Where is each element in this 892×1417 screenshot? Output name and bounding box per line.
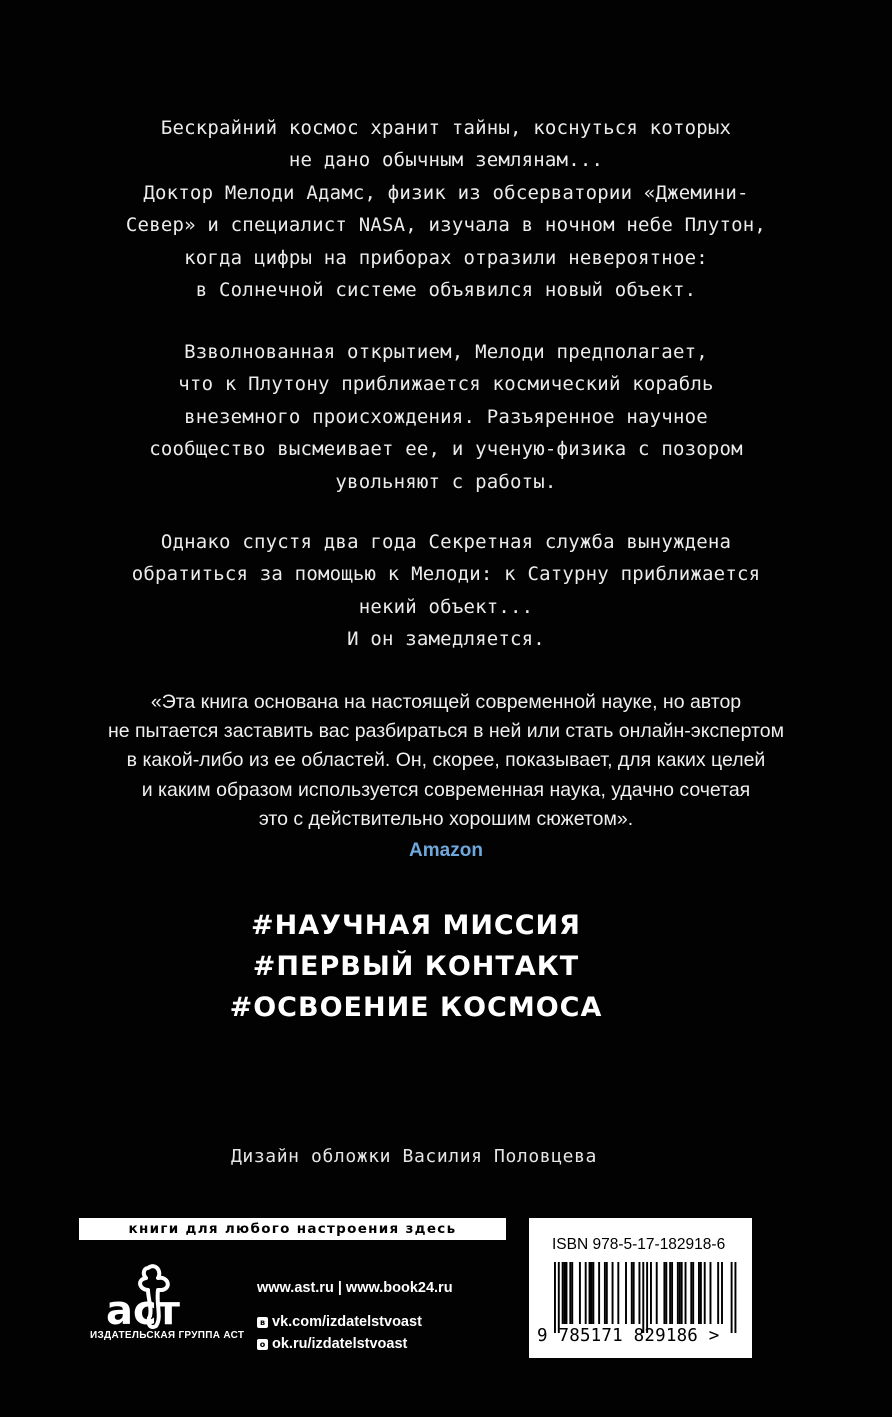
ok-link[interactable] (257, 1334, 453, 1354)
barcode-bar (731, 1262, 733, 1333)
barcode-bar (585, 1262, 587, 1324)
review-source: Amazon (409, 840, 483, 861)
barcode-bar (665, 1262, 667, 1324)
vk-link[interactable] (257, 1312, 453, 1332)
ok-text: ok.ru/izdatelstvoast (272, 1336, 408, 1352)
publisher-links (257, 1278, 453, 1356)
blurb-line: внеземного происхождения. Разъяренное научное (184, 405, 708, 428)
isbn-barcode-box (529, 1218, 752, 1358)
blurb-line: Взволнованная открытием, Мелоди предполагает, (184, 341, 708, 363)
barcode-bar (692, 1262, 694, 1324)
barcode-bar (669, 1262, 671, 1324)
blurb-line: сообщество высмеивает ее, и ученую-физика с позором (149, 438, 743, 461)
blurb-line: обратиться за помощью к Мелоди: к Сатурну приближается (131, 563, 761, 586)
blurb-paragraph-3 (40, 526, 852, 656)
barcode-bar (734, 1262, 736, 1333)
barcode-bar (690, 1262, 692, 1324)
vk-icon: в (257, 1317, 268, 1328)
barcode-bar (638, 1262, 640, 1324)
barcode-bar (598, 1262, 600, 1324)
barcode-bar (625, 1262, 627, 1324)
barcode-bar (656, 1262, 658, 1324)
review-quote (40, 688, 852, 834)
websites-link[interactable] (257, 1278, 453, 1298)
barcode-bar (579, 1262, 581, 1324)
hashtag: #НАУЧНАЯ МИССИЯ (251, 910, 581, 941)
barcode-bar (554, 1262, 556, 1333)
barcode-digits: 9 785171 829186 > (537, 1326, 720, 1346)
publisher-logo-text: аст (106, 1288, 180, 1334)
blurb-line: Север» и специалист NASA, изучала в ночном небе Плутон, (125, 214, 767, 237)
barcode-bar (590, 1262, 592, 1324)
blurb-line: Однако спустя два года Секретная служба вынуждена (160, 531, 732, 553)
barcode-bar (606, 1262, 608, 1324)
barcode-bar (663, 1262, 665, 1324)
hashtag: #ОСВОЕНИЕ КОСМОСА (229, 992, 603, 1023)
barcode-bar (592, 1262, 594, 1324)
hashtag: #ПЕРВЫЙ КОНТАКТ (252, 951, 580, 982)
publisher-banner: книги для любого настроения здесь (79, 1218, 506, 1240)
websites-text: www.ast.ru | www.book24.ru (257, 1280, 453, 1296)
barcode-bar (633, 1262, 635, 1324)
barcode-bar (604, 1262, 606, 1324)
barcode-bar (679, 1262, 681, 1324)
ok-icon: о (257, 1339, 268, 1350)
blurb-line: что к Плутону приближается космический корабль (178, 373, 714, 396)
review-line: в какой-либо из ее областей. Он, скорее, показывает, для каких целей (126, 749, 766, 772)
barcode-bar (681, 1262, 683, 1324)
barcode-bar (717, 1262, 719, 1324)
vk-text: vk.com/izdatelstvoast (272, 1314, 422, 1330)
barcode-bar (698, 1262, 700, 1324)
barcode-bar (646, 1262, 648, 1333)
blurb-line: Бескрайний космос хранит тайны, коснуться которых (160, 117, 732, 139)
barcode-bar (704, 1262, 706, 1324)
blurb-line: Доктор Мелоди Адамс, физик из обсерватории «Джемини- (143, 181, 749, 204)
barcode-bar (677, 1262, 679, 1324)
barcode-bar (612, 1262, 614, 1324)
barcode-bar (685, 1262, 687, 1324)
barcode-bar (562, 1262, 564, 1324)
review-line: «Эта книга основана на настоящей современной науке, но автор (150, 691, 742, 713)
barcode-bar (566, 1262, 568, 1324)
barcode-bar (589, 1262, 591, 1324)
review-line: это с действительно хорошим сюжетом». (258, 807, 634, 830)
cover-design-credit: Дизайн обложки Василия Половцева (231, 1146, 597, 1167)
blurb-line: не дано обычным землянам... (288, 149, 604, 172)
blurb-line: И он замедляется. (347, 628, 545, 651)
barcode-bar (564, 1262, 566, 1324)
publisher-logo-caption: ИЗДАТЕЛЬСКАЯ ГРУППА АСТ (90, 1330, 245, 1341)
blurb-line: увольняют с работы. (335, 470, 557, 493)
review-line: и каким образом используется современная наука, удачно сочетая (141, 778, 751, 801)
barcode-bar (721, 1262, 723, 1324)
isbn-label: ISBN 978-5-17-182918-6 (552, 1236, 726, 1253)
barcode-bar (700, 1262, 702, 1324)
barcode-bar (671, 1262, 673, 1324)
barcode-bar (571, 1262, 573, 1324)
barcode-bar (642, 1262, 644, 1333)
barcode-bar (631, 1262, 633, 1324)
blurb-paragraph-2 (40, 336, 852, 498)
blurb-line: в Солнечной системе объявился новый объект. (195, 279, 697, 302)
barcode-bar (569, 1262, 571, 1324)
blurb-paragraph-1 (40, 112, 852, 306)
hashtags (0, 905, 832, 1028)
blurb-line: когда цифры на приборах отразили невероятное: (184, 246, 708, 269)
barcode-bar (710, 1262, 712, 1324)
barcode-bar (617, 1262, 619, 1324)
barcode-bar (558, 1262, 560, 1333)
barcode-bar (650, 1262, 652, 1324)
blurb-line: некий объект... (358, 595, 534, 618)
review-line: не пытается заставить вас разбираться в ней или стать онлайн-экспертом (107, 720, 785, 743)
